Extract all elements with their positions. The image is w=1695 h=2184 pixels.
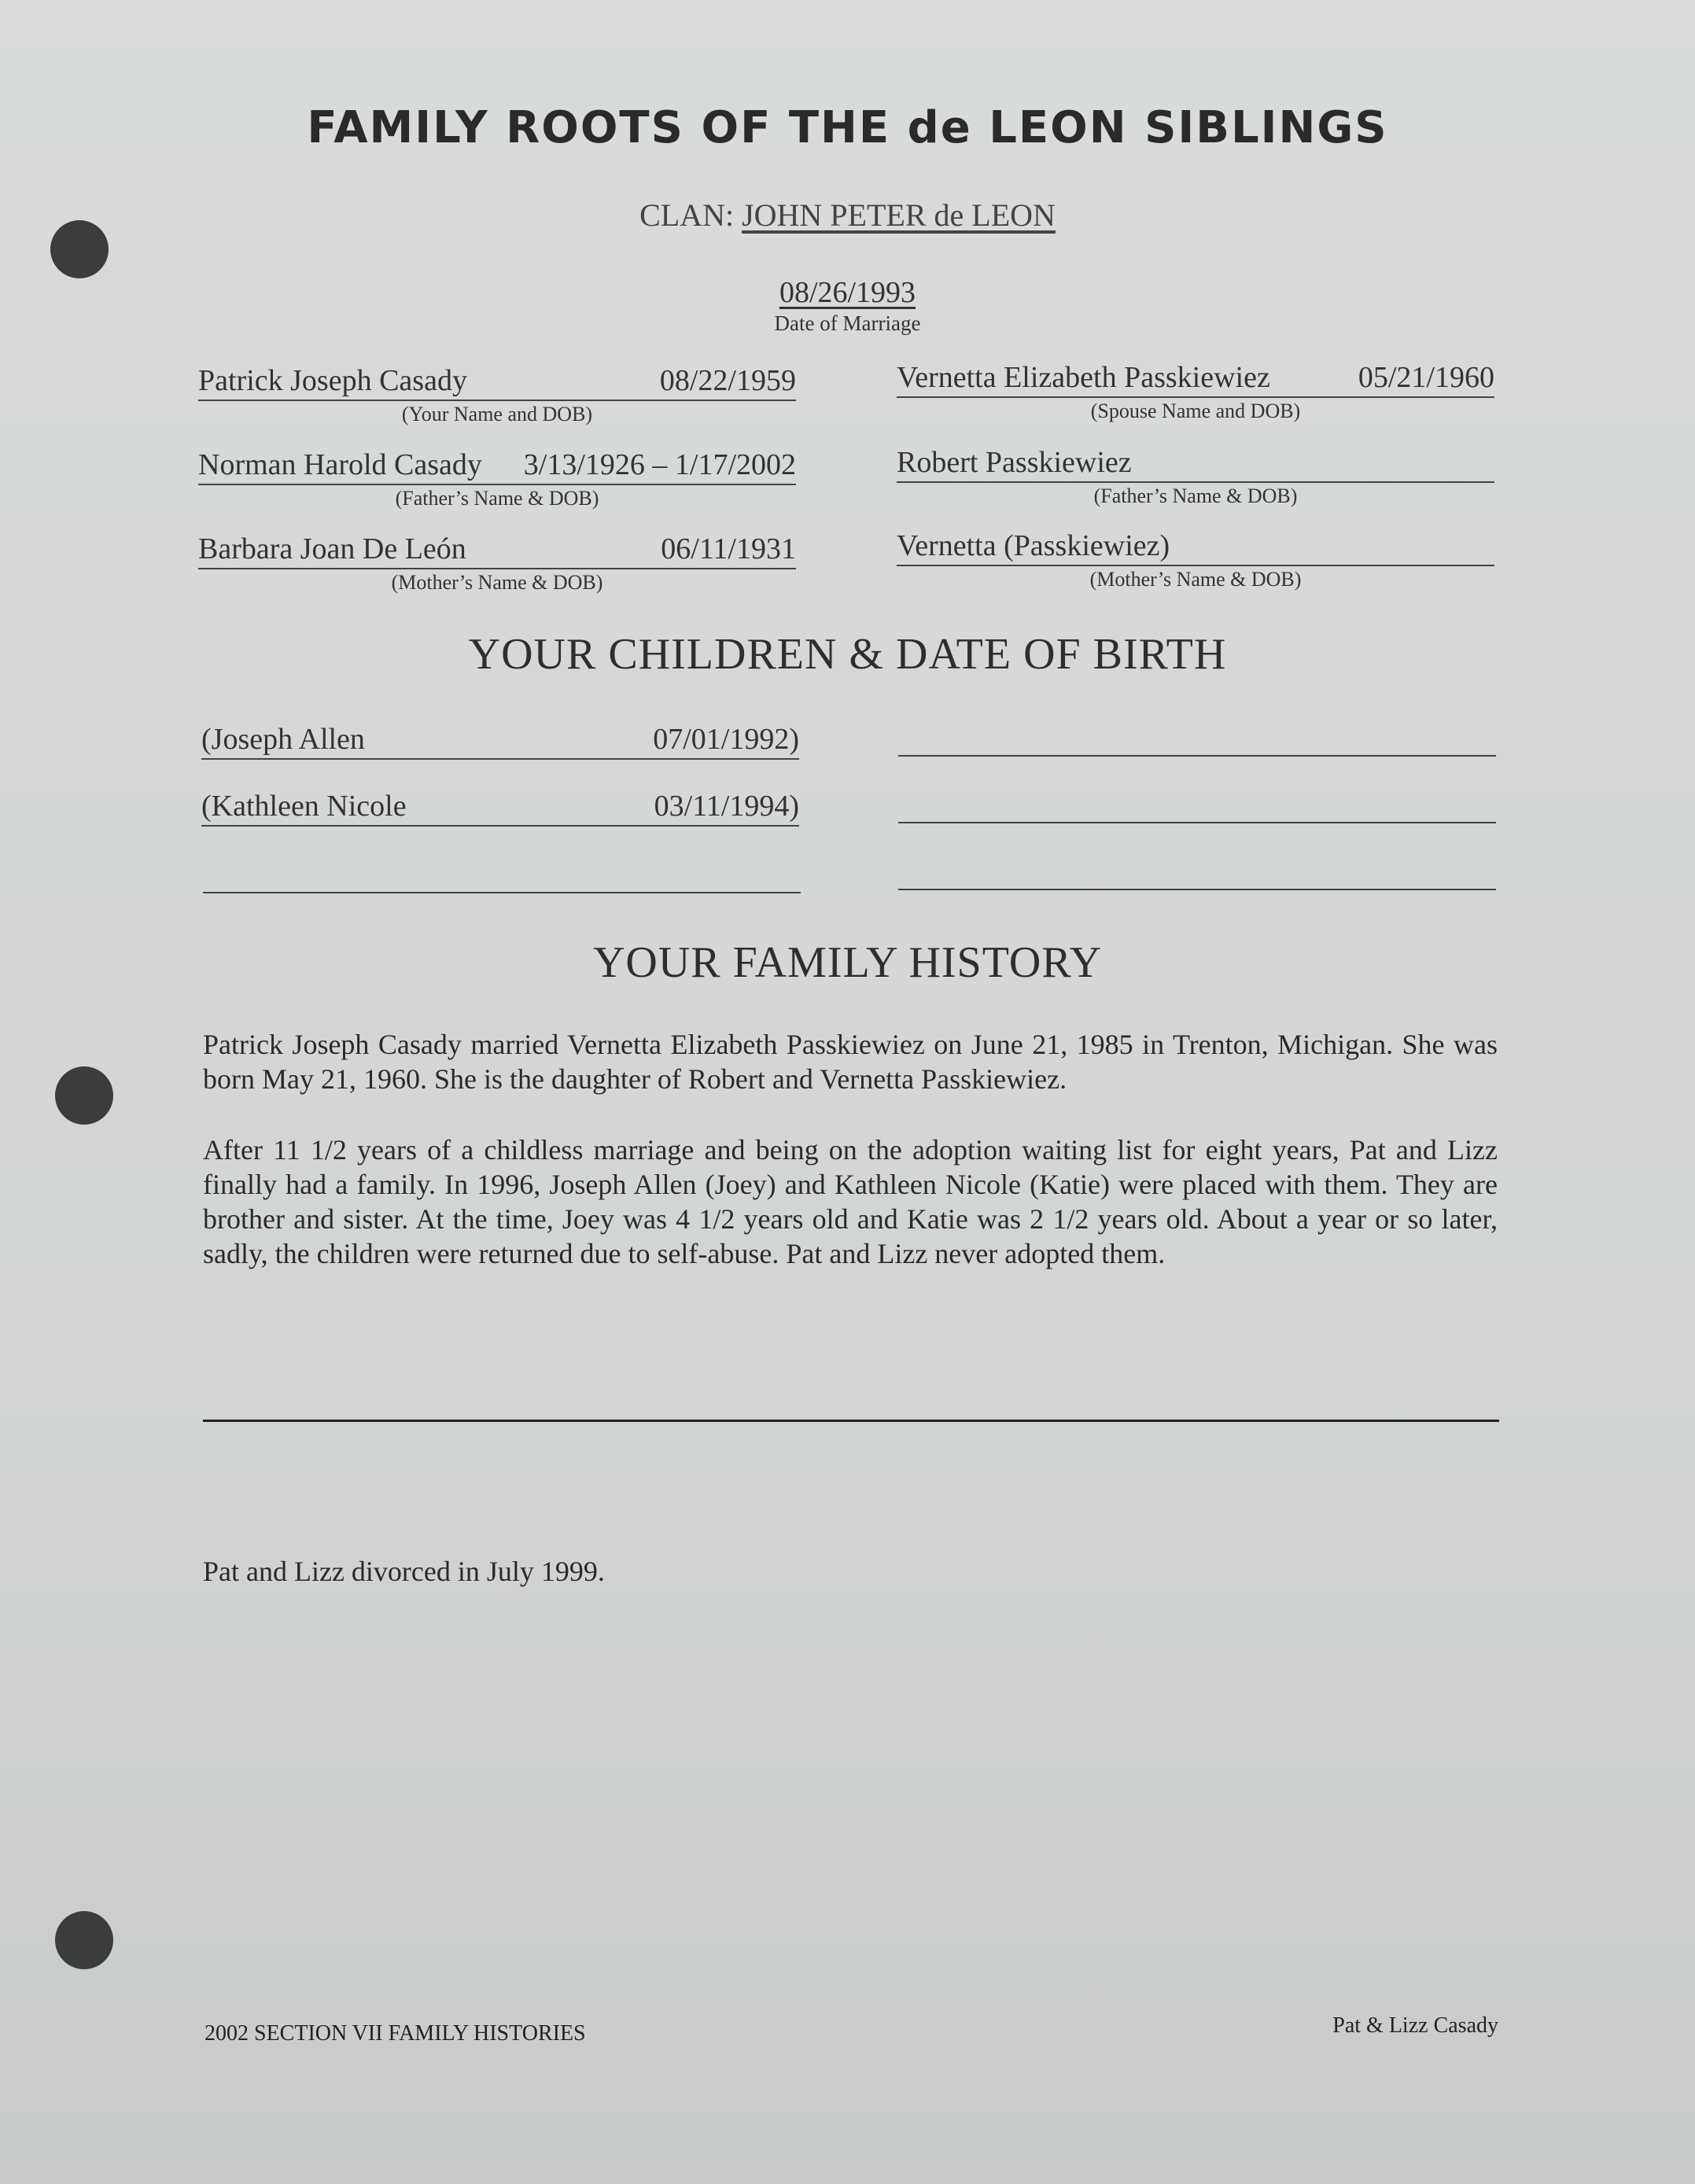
father-name-field — [198, 446, 796, 510]
field-caption: (Spouse Name and DOB) — [1090, 400, 1301, 422]
history-paragraph: After 11 1/2 years of a childless marriage and being on the adoption waiting list for eight years, Pat and Lizz finally had a family. In 1996, Joseph Allen (Joey) and Kathleen Nicole (Katie) were placed with them. They are brother and sister. At the time, Joey was 4 1/2 years old and Katie was 2 1/2 years old. About a year or so later, sadly, the children were returned due to self-abuse. Pat and Lizz never adopted them. — [203, 1134, 1498, 1269]
field-caption: (Your Name and DOB) — [401, 403, 593, 425]
history-paragraph: Pat and Lizz divorced in July 1999. — [203, 1556, 605, 1587]
footer-section: 2002 SECTION VII FAMILY HISTORIES — [205, 2021, 586, 2046]
divider-line — [203, 1420, 1499, 1422]
binder-hole — [55, 1911, 113, 1969]
field-name: Robert Passkiewiez — [897, 446, 1132, 479]
field-name: Norman Harold Casady — [198, 448, 482, 481]
field-caption: (Mother’s Name & DOB) — [391, 571, 603, 594]
spouse-father-field — [897, 444, 1494, 508]
child-entry — [201, 720, 799, 760]
clan-line — [0, 197, 1695, 234]
field-name: Vernetta Elizabeth Passkiewiez — [897, 361, 1270, 394]
blank-line — [203, 854, 801, 893]
child-entry — [201, 787, 799, 827]
history-paragraph: Patrick Joseph Casady married Vernetta Elizabeth Passkiewiez on June 21, 1985 in Trenton, Michigan. She was born May 21, 1960. She is the daughter of Robert and Vernetta Passkiewiez. — [203, 1029, 1498, 1095]
page-title: FAMILY ROOTS OF THE de LEON SIBLINGS — [307, 102, 1388, 153]
child-name: (Kathleen Nicole — [201, 790, 407, 823]
marriage-caption: Date of Marriage — [774, 311, 921, 335]
children-heading: YOUR CHILDREN & DATE OF BIRTH — [468, 630, 1227, 679]
your-name-field — [198, 362, 796, 426]
blank-line — [898, 717, 1496, 757]
binder-hole — [55, 1066, 113, 1125]
field-date: 06/11/1931 — [661, 532, 796, 565]
child-dob: 03/11/1994) — [654, 790, 799, 823]
field-date: 3/13/1926 – 1/17/2002 — [523, 448, 796, 481]
field-date: 08/22/1959 — [659, 364, 796, 397]
history-heading: YOUR FAMILY HISTORY — [592, 938, 1103, 987]
field-caption: (Father’s Name & DOB) — [395, 487, 599, 510]
spouse-name-field — [897, 359, 1494, 423]
field-date: 05/21/1960 — [1358, 361, 1494, 394]
clan-label: CLAN: — [639, 197, 735, 233]
field-caption: (Mother’s Name & DOB) — [1089, 568, 1302, 591]
mother-name-field — [198, 530, 796, 595]
blank-line — [898, 851, 1496, 890]
child-name: (Joseph Allen — [201, 723, 365, 756]
field-name: Barbara Joan De León — [198, 532, 466, 565]
child-dob: 07/01/1992) — [653, 723, 799, 756]
clan-name: JOHN PETER de LEON — [742, 197, 1056, 233]
marriage-date: 08/26/1993 — [779, 276, 916, 309]
field-caption: (Father’s Name & DOB) — [1093, 484, 1298, 507]
blank-line — [898, 784, 1496, 823]
field-name: Vernetta (Passkiewiez) — [897, 529, 1170, 562]
footer-author: Pat & Lizz Casady — [1332, 2013, 1498, 2038]
spouse-mother-field — [897, 527, 1494, 591]
marriage-date-block — [0, 275, 1695, 336]
field-name: Patrick Joseph Casady — [198, 364, 467, 397]
